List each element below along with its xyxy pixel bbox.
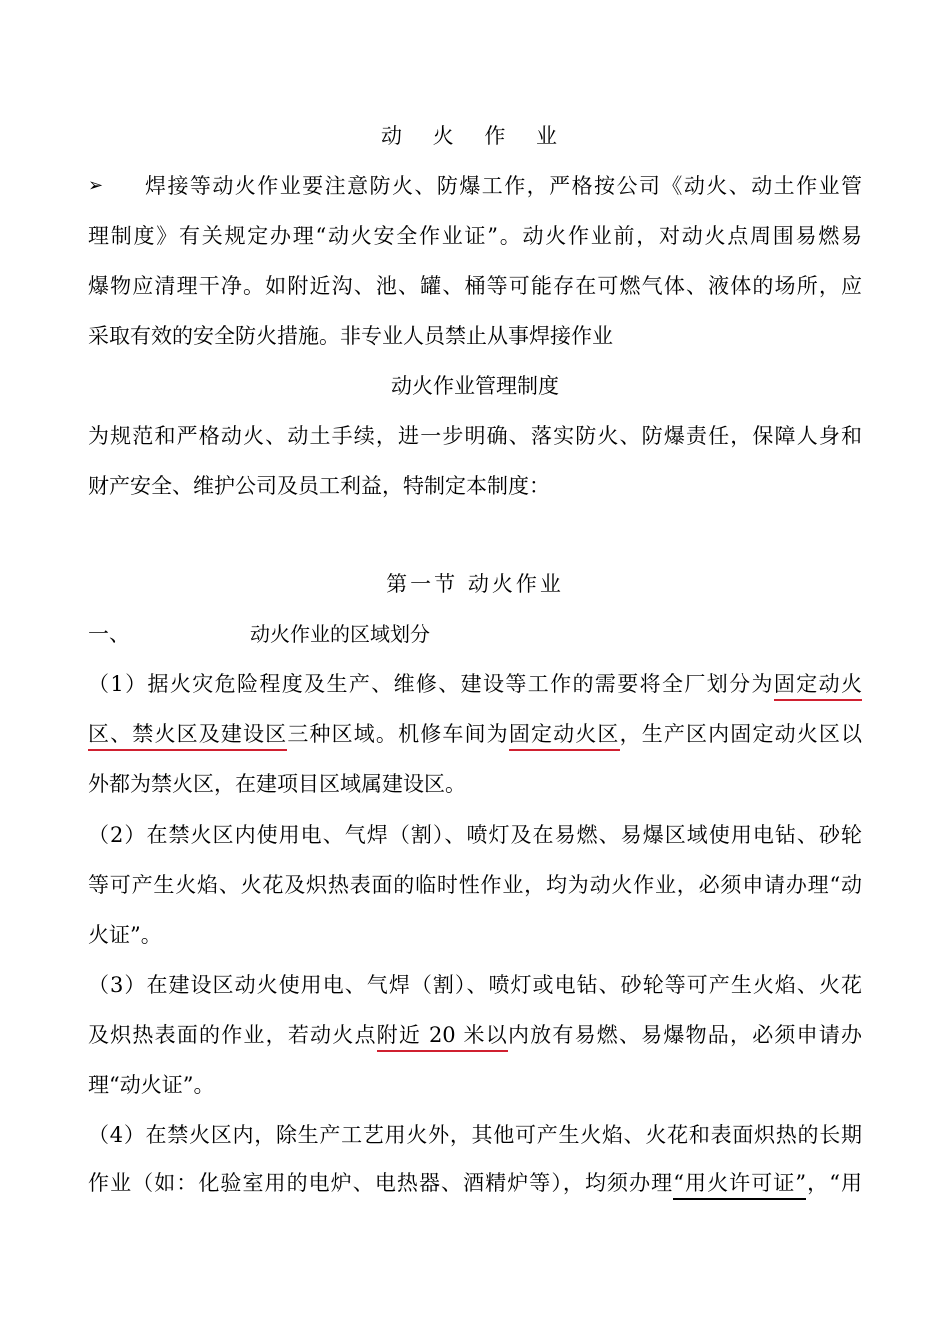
p1-line-3: 外都为禁火区，在建项目区域属建设区。 (88, 772, 466, 796)
subsection-heading (88, 619, 862, 649)
bullet-line-3: 爆物应清理干净。如附近沟、池、罐、桶等可能存在可燃气体、液体的场所，应 (88, 274, 862, 298)
p3-line-1: （3）在建设区动火使用电、气焊（割）、喷灯或电钻、砂轮等可产生火焰、火花 (88, 973, 862, 997)
p3-line-2 (88, 1020, 862, 1050)
red-underline-text: 固定动火区 (509, 722, 620, 751)
bullet-line-2: 理制度》有关规定办理“动火安全作业证”。动火作业前，对动火点周围易燃易 (88, 224, 862, 248)
black-underline-text: “用火许可证” (673, 1171, 806, 1200)
p2-line-2: 等可产生火焰、火花及炽热表面的临时性作业，均为动火作业，必须申请办理“动 (88, 873, 862, 897)
arrow-bullet-icon: ➢ (88, 175, 104, 196)
p3-text: 内放有易燃、易爆物品，必须申请办 (507, 1023, 863, 1047)
red-underline-text: 固定动火 (774, 672, 862, 701)
red-underline-text: 附近 20 米以 (377, 1023, 508, 1052)
p4-text: ，“用 (806, 1171, 862, 1195)
p1-line-2 (88, 719, 862, 749)
intro-line-2: 财产安全、维护公司及员工利益，特制定本制度： (88, 474, 550, 498)
p3-line-3: 理“动火证”。 (88, 1073, 215, 1097)
bullet-line-1: 焊接等动火作业要注意防火、防爆工作，严格按公司《动火、动土作业管 (145, 174, 862, 198)
p4-text: 作业（如：化验室用的电炉、电热器、酒精炉等），均须办理 (88, 1171, 674, 1195)
p3-text: 及炽热表面的作业，若动火点 (88, 1023, 377, 1047)
intro-line-1: 为规范和严格动火、动土手续，进一步明确、落实防火、防爆责任，保障人身和 (88, 424, 862, 448)
page-title: 动 火 作 业 (380, 124, 570, 148)
section-heading: 第一节 动火作业 (386, 572, 564, 596)
p1-text: 三种区域。机修车间为 (287, 722, 509, 746)
red-underline-text: 区、禁火区及建设区 (88, 722, 287, 751)
heading-number: 一、 (88, 622, 130, 646)
p2-line-1: （2）在禁火区内使用电、气焊（割）、喷灯及在易燃、易爆区域使用电钻、砂轮 (88, 823, 862, 847)
p1-line-1 (88, 669, 862, 699)
bullet-line-4: 采取有效的安全防火措施。非专业人员禁止从事焊接作业 (88, 324, 613, 348)
p4-line-2 (88, 1168, 862, 1198)
p1-text: ，生产区内固定动火区以 (619, 722, 863, 746)
p2-line-3: 火证”。 (88, 923, 162, 947)
subtitle: 动火作业管理制度 (391, 374, 559, 398)
p4-line-1: （4）在禁火区内，除生产工艺用火外，其他可产生火焰、火花和表面炽热的长期 (88, 1123, 862, 1147)
heading-text: 动火作业的区域划分 (250, 622, 430, 646)
p1-text: （1）据火灾危险程度及生产、维修、建设等工作的需要将全厂划分为 (88, 672, 774, 696)
